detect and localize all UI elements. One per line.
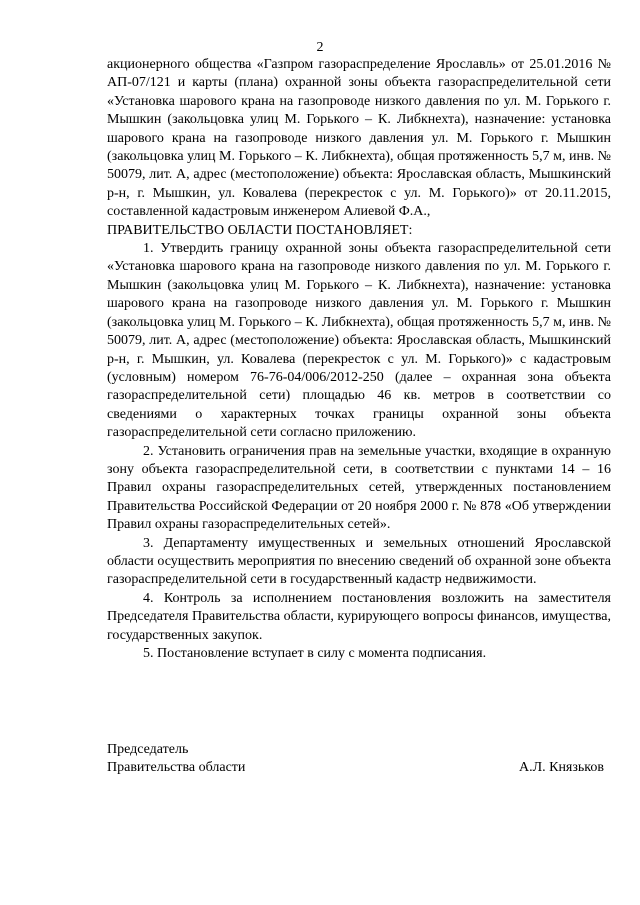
signatory-title-1: Председатель <box>107 742 189 757</box>
document-body <box>107 56 611 663</box>
intro-paragraph: акционерного общества «Газпром газораспределение Ярославль» от 25.01.2016 № АП-07/121 и карты (плана) охранной зоны объекта газораспределительной сети «Установка шарового крана на газопроводе низкого давления по ул. М. Горького г. Мышкин (закольцовка улиц М. Горького – К. Либкнехта), назначение: установка шарового крана на газопроводе низкого давления ул. М. Горького г. Мышкин (закольцовка улиц М. Горького – К. Либкнехта), общая протяженность 5,7 м, инв. № 50079, лит. А, адрес (местоположение) объекта: Ярославская область, Мышкинский р-н, г. Мышкин, ул. Ковалева (перекресток с ул. М. Горького)» от 20.11.2015, составленной кадастровым инженером Алиевой Ф.А., <box>107 57 611 220</box>
clause-5-paragraph: 5. Постановление вступает в силу с момента подписания. <box>143 646 487 661</box>
clause-1-paragraph: 1. Утвердить границу охранной зоны объекта газораспределительной сети «Установка шарового крана на газопроводе низкого давления по ул. М. Горького г. Мышкин (закольцовка улиц М. Горького – К. Либкнехта), назначение: установка шарового крана на газопроводе низкого давления ул. М. Горького г. Мышкин (закольцовка улиц М. Горького – К. Либкнехта), общая протяженность 5,7 м, инв. № 50079, лит. А, адрес (местоположение) объекта: Ярославская область, Мышкинский р-н, г. Мышкин, ул. Ковалева (перекресток с ул. М. Горького)» с кадастровым (условным) номером 76-76-04/006/2012-250 (далее – охранная зона объекта газораспределительной сети) площадью 46 кв. метров в соответствии со сведениями о характерных точках границы охранной зоны объекта газораспределительной сети согласно приложению. <box>107 241 611 441</box>
signatory-title-2: Правительства области <box>107 760 246 776</box>
resolution-heading: ПРАВИТЕЛЬСТВО ОБЛАСТИ ПОСТАНОВЛЯЕТ: <box>107 222 413 238</box>
page-number: 2 <box>316 40 324 55</box>
clause-3-paragraph: 3. Департаменту имущественных и земельных отношений Ярославской области осуществить мероприятия по внесению сведений об охранной зоне объекта газораспределительной сети в государственный кадастр недвижимости. <box>107 535 611 588</box>
signature-block <box>107 741 611 778</box>
signatory-name: А.Л. Князьков <box>519 760 604 776</box>
signature-title-line-2 <box>107 759 611 777</box>
signature-title-line-1 <box>107 741 611 759</box>
clause-4-paragraph: 4. Контроль за исполнением постановления возложить на заместителя Председателя Правительства области, курирующего вопросы финансов, имущества, государственных закупок. <box>107 590 611 643</box>
clause-2-paragraph: 2. Установить ограничения прав на земельные участки, входящие в охранную зону объекта газораспределительной сети, в соответствии с пунктами 14 – 16 Правил охраны газораспределительных сетей, утвержденных постановлением Правительства Российской Федерации от 20 ноября 2000 г. № 878 «Об утверждении Правил охраны газораспределительных сетей». <box>107 443 611 533</box>
